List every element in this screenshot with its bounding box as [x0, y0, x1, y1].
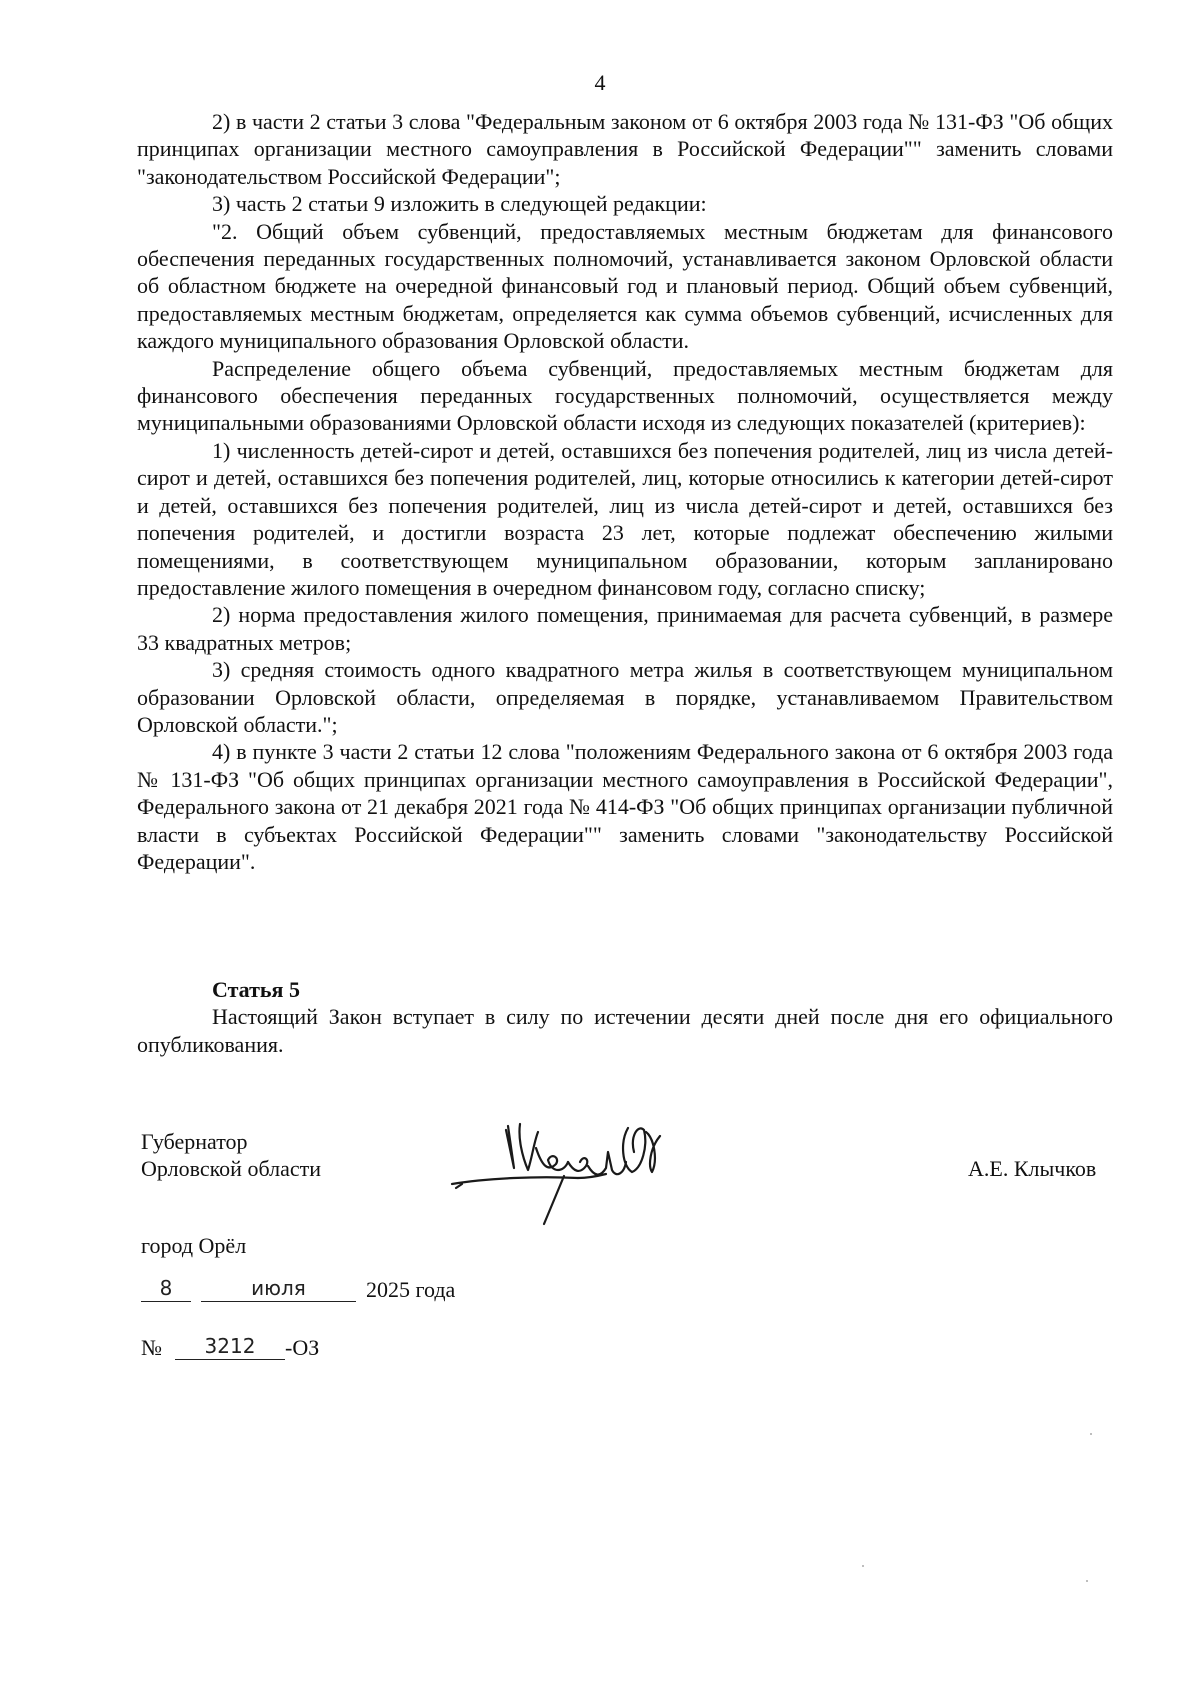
- article-5: [137, 976, 1113, 1058]
- number-sign: №: [141, 1335, 162, 1360]
- scan-speck: [1086, 1580, 1088, 1582]
- amendment-paragraph: 2) в части 2 статьи 3 слова "Федеральным законом от 6 октября 2003 года № 131-ФЗ "Об общих принципах организации местного самоуправления в Российской Федерации"" заменить словами "законодательством Российской Федерации";: [137, 109, 1113, 189]
- scan-speck: [862, 1565, 864, 1567]
- amendment-paragraph: 2) норма предоставления жилого помещения, принимаемая для расчета субвенций, в размере 33 квадратных метров;: [137, 602, 1113, 655]
- date-month: июля: [201, 1275, 356, 1302]
- date-line: [141, 1277, 541, 1307]
- amendment-paragraph: "2. Общий объем субвенций, предоставляемых местным бюджетам для финансового обеспечения переданных государственных полномочий, устанавливается законом Орловской области об областном бюджете на очередной финансовый год и плановый период. Общий объем субвенций, предоставляемых местным бюджетам, определяется как сумма объемов субвенций, исчисленных для каждого муниципального образования Орловской области.: [137, 218, 1113, 354]
- amendment-paragraph: 1) численность детей-сирот и детей, оставшихся без попечения родителей, лиц из числа детей-сирот и детей, оставшихся без попечения родителей, лиц, которые относились к категории детей-сирот и детей, оставшихся без попечения родителей, лиц из числа детей-сирот и детей, оставшихся без попечения родителей, и достигли возраста 23 лет, которые подлежат обеспечению жилыми помещениями, в соответствующем муниципальном образовании, которым запланировано предоставление жилого помещения в очередном финансовом году, согласно списку;: [137, 437, 1113, 600]
- city-line: город Орёл: [141, 1233, 247, 1258]
- position-line: Орловской области: [141, 1156, 321, 1181]
- law-number-value: 3212: [175, 1333, 285, 1360]
- date-day: 8: [141, 1275, 191, 1302]
- position-line: Губернатор: [141, 1129, 248, 1154]
- law-number-suffix: -ОЗ: [285, 1335, 320, 1360]
- signatory-position: [141, 1128, 321, 1182]
- amendment-paragraph: 4) в пункте 3 части 2 статьи 12 слова "положениям Федерального закона от 6 октября 2003 года № 131-ФЗ "Об общих принципах организации местного самоуправления в Российской Федерации", Федерального закона от 21 декабря 2021 года № 414-ФЗ "Об общих принципах организации публичной власти в субъектах Российской Федерации"" заменить словами "законодательству Российской Федерации".: [137, 739, 1113, 874]
- amendment-paragraph: 3) часть 2 статьи 9 изложить в следующей редакции:: [212, 191, 707, 217]
- date-year: 2025 года: [366, 1277, 456, 1302]
- law-number-line: [141, 1335, 441, 1365]
- handwritten-signature: [448, 1108, 708, 1228]
- scan-speck: [1090, 1433, 1092, 1435]
- amendment-paragraph: 3) средняя стоимость одного квадратного метра жилья в соответствующем муниципальном образовании Орловской области, определяемая в порядке, устанавливаемом Правительством Орловской области.";: [137, 657, 1113, 737]
- article-text: Настоящий Закон вступает в силу по истечении десяти дней после дня его официального опубликования.: [137, 1004, 1113, 1057]
- signatory-name: А.Е. Клычков: [968, 1156, 1097, 1181]
- article-title: Статья 5: [212, 977, 300, 1002]
- page-number: 4: [594, 70, 606, 95]
- amendment-paragraph: Распределение общего объема субвенций, предоставляемых местным бюджетам для финансового обеспечения переданных государственных полномочий, осуществляется между муниципальными образованиями Орловской области исходя из следующих показателей (критериев):: [137, 355, 1113, 436]
- amendments-text: [137, 108, 1113, 875]
